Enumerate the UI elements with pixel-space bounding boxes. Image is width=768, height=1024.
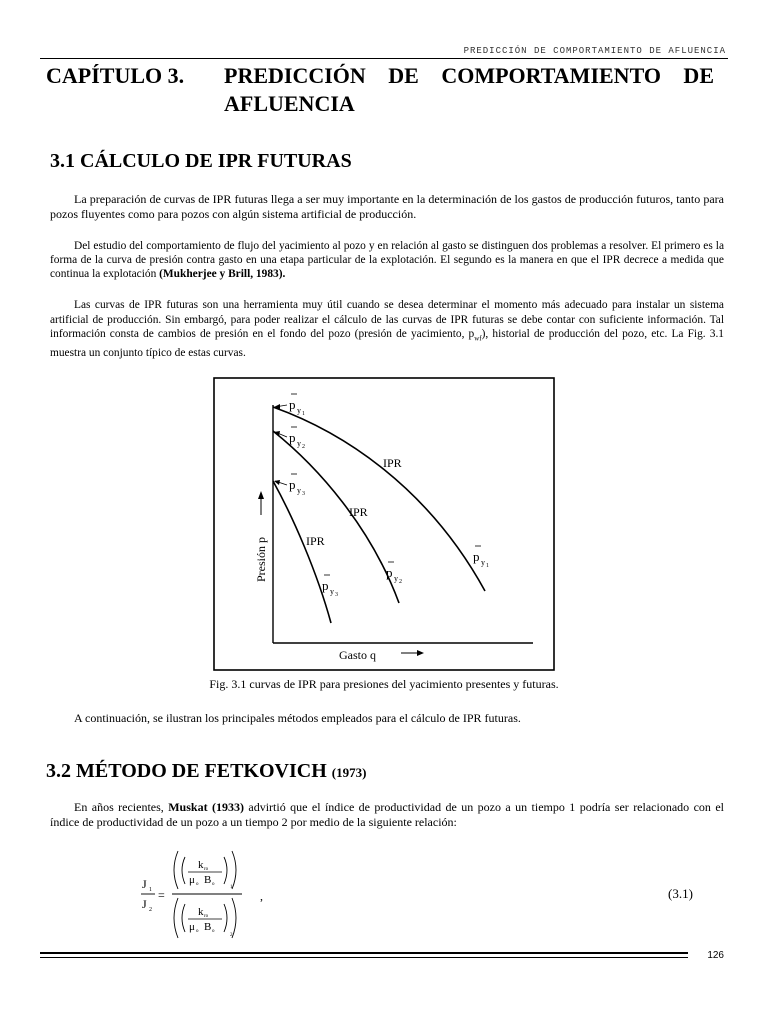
section-heading-3-2-year: (1973) bbox=[331, 765, 367, 780]
figure-caption: Fig. 3.1 curvas de IPR para presiones del yacimiento presentes y futuras. bbox=[209, 677, 559, 691]
equation-comma: , bbox=[260, 889, 263, 903]
header-rule bbox=[40, 58, 728, 59]
index-subscript: 2 bbox=[399, 579, 402, 585]
fetkovich-text-a: En años recientes, bbox=[74, 800, 169, 814]
p-symbol: p bbox=[289, 477, 296, 492]
p-symbol: p bbox=[473, 549, 480, 564]
num-b-sub: o bbox=[212, 882, 215, 887]
index-subscript: 2 bbox=[302, 444, 305, 450]
den-outer-right-paren bbox=[232, 898, 236, 938]
lhs-denominator-sub: 2 bbox=[149, 907, 152, 913]
den-inner-left-paren bbox=[182, 904, 185, 932]
p-symbol: p bbox=[289, 430, 296, 445]
num-outer-left-paren bbox=[174, 851, 178, 889]
equation-number: (3.1) bbox=[668, 886, 693, 901]
index-subscript: 1 bbox=[486, 563, 489, 569]
ipr-figure-svg bbox=[213, 377, 555, 671]
den-mu: μ bbox=[189, 921, 195, 933]
den-b-sub: o bbox=[212, 929, 215, 934]
y-subscript: y bbox=[297, 406, 301, 415]
den-inner-right-paren bbox=[224, 904, 227, 932]
index-subscript: 3 bbox=[335, 592, 338, 598]
y-subscript: y bbox=[297, 486, 301, 495]
x-axis-label: Gasto q bbox=[339, 648, 376, 662]
index-subscript: 1 bbox=[302, 411, 305, 417]
den-mu-sub: o bbox=[196, 929, 199, 934]
fetkovich-text-b: advirtió que el índice de productividad de un pozo a un tiempo 1 podría ser relacionado con el índice de productividad de un pozo a un tiempo 2 por medio de la siguiente relación: bbox=[50, 800, 724, 829]
paragraph-fetkovich bbox=[50, 800, 724, 830]
figure-frame bbox=[214, 378, 554, 670]
page-number: 126 bbox=[707, 950, 724, 961]
num-mu: μ bbox=[189, 874, 195, 886]
chapter-label: CAPÍTULO 3. bbox=[46, 63, 185, 88]
section-heading-3-2 bbox=[46, 760, 366, 783]
paragraph-2-text: Del estudio del comportamiento de flujo del yacimiento al pozo y en relación al gasto se distinguen dos problemas a resolver. El primero es la forma de la curva de presión contra gasto en una etapa particular de la explotación. El segundo es la manera en que el IPR decrece a medida que continua la explotación bbox=[50, 240, 724, 280]
num-mu-sub: o bbox=[196, 882, 199, 887]
num-inner-left-paren bbox=[182, 857, 185, 884]
equation-3-1 bbox=[140, 848, 700, 940]
footer-rule-bottom bbox=[40, 957, 688, 958]
lhs-numerator-sub: 1 bbox=[149, 887, 152, 893]
chapter-title-line2: AFLUENCIA bbox=[224, 91, 355, 116]
y-axis-label: Presión p bbox=[254, 537, 268, 582]
num-inner-right-paren bbox=[224, 857, 227, 884]
pwf-subscript: wf bbox=[474, 334, 482, 343]
chapter-title-line1: PREDICCIÓN DE COMPORTAMIENTO DE bbox=[224, 63, 714, 88]
paragraph-3-text-a: Las curvas de IPR futuras son una herramienta muy útil cuando se desea determinar el momento más adecuado para instalar un sistema artificial de producción. Sin embargó, para poder realizar el cálculo de las curvas de IPR futuras se debe contar con suficiente información. Tal información consta de cambios de presión en el fondo del pozo (presión de yacimiento, p bbox=[50, 299, 724, 340]
y-subscript: y bbox=[330, 587, 334, 596]
p-symbol: p bbox=[386, 565, 393, 580]
den-k: k bbox=[198, 906, 204, 918]
equals-sign: = bbox=[158, 888, 165, 902]
den-outer-left-paren bbox=[174, 898, 178, 938]
running-header: PREDICCIÓN DE COMPORTAMIENTO DE AFLUENCIA bbox=[463, 46, 726, 56]
figure-3-1 bbox=[213, 377, 555, 671]
footer-rule-top bbox=[40, 952, 688, 954]
section-heading-3-2-text: 3.2 MÉTODO DE FETKOVICH bbox=[46, 760, 327, 782]
ipr-label-2: IPR bbox=[349, 505, 368, 519]
num-k-sub: ro bbox=[204, 867, 209, 872]
p-symbol: p bbox=[289, 397, 296, 412]
equation-svg bbox=[140, 848, 700, 940]
index-subscript: 3 bbox=[302, 491, 305, 497]
den-b: B bbox=[204, 921, 212, 933]
citation-mukherjee-brill: (Mukherjee y Brill, 1983). bbox=[159, 268, 286, 280]
num-outer-right-paren bbox=[232, 851, 236, 889]
den-time-sub: 2 bbox=[230, 933, 233, 938]
paragraph-after-figure: A continuación, se ilustran los principales métodos empleados para el cálculo de IPR futuras. bbox=[74, 711, 521, 725]
num-k: k bbox=[198, 859, 204, 871]
lhs-denominator-j: J bbox=[142, 897, 147, 911]
ipr-label-3: IPR bbox=[306, 534, 325, 548]
y-subscript: y bbox=[394, 574, 398, 583]
num-time-sub: 1 bbox=[230, 885, 233, 890]
num-b: B bbox=[204, 874, 212, 886]
section-heading-3-1: 3.1 CÁLCULO DE IPR FUTURAS bbox=[50, 150, 352, 172]
paragraph-2 bbox=[50, 239, 724, 281]
chapter-title bbox=[46, 62, 722, 118]
lhs-numerator-j: J bbox=[142, 877, 147, 891]
paragraph-1: La preparación de curvas de IPR futuras llega a ser muy importante en la determinación de los gastos de producción futuros, tanto para pozos fluyentes como para pozos con algún sistema artificial de producción. bbox=[50, 192, 724, 221]
paragraph-3-text-b: ), historial de producción del pozo, etc. La Fig. 3.1 muestra un conjunto típico de estas curvas. bbox=[50, 328, 724, 359]
y-subscript: y bbox=[297, 439, 301, 448]
ipr-label-1: IPR bbox=[383, 456, 402, 470]
citation-muskat: Muskat (1933) bbox=[168, 800, 244, 814]
den-k-sub: ro bbox=[204, 914, 209, 919]
p-symbol: p bbox=[322, 578, 329, 593]
y-subscript: y bbox=[481, 558, 485, 567]
paragraph-3 bbox=[50, 298, 724, 360]
